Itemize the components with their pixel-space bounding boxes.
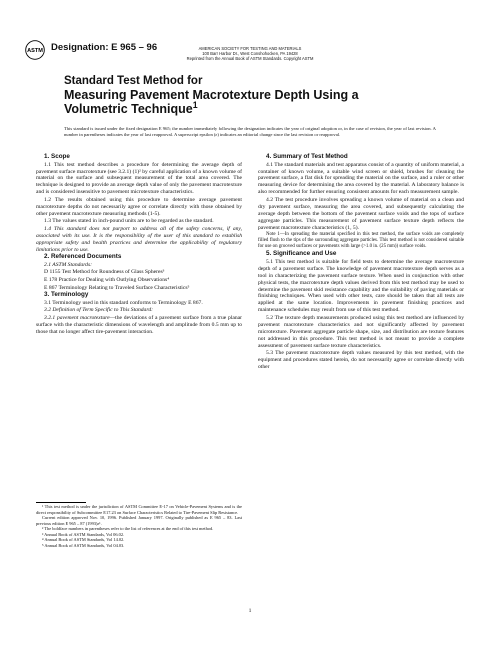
- footnote-divider: [36, 502, 86, 503]
- standard-notice: This standard is issued under the fixed designation E 965; the number immediately following the designation indicates the year of original adoption or, in the case of revision, the year of last revision. A number in parentheses indicates the year of last reapproval. A superscript epsilon (ε) indicates an editorial change since the last revision or reapproval.: [64, 126, 436, 138]
- footnote: ² The boldface numbers in parentheses refer to the list of references at the end of this test method.: [42, 526, 214, 531]
- paragraph: 5.3 The pavement macrotexture depth values measured by this test method, with the equipment and procedures stated herein, do not necessarily agree or correlate directly with other: [258, 350, 464, 371]
- paragraph: 1.3 The values stated in inch-pound units are to be regarded as the standard.: [44, 218, 214, 225]
- footnote: ³ Annual Book of ASTM Standards, Vol 06.02.: [42, 531, 125, 537]
- astm-logo-icon: [25, 40, 45, 60]
- page-number: 1: [248, 608, 252, 614]
- footnote-marker: 1: [192, 99, 198, 110]
- footnote: ⁴ Annual Book of ASTM Standards, Vol 14.02.: [42, 537, 125, 542]
- paragraph: 1.2 The results obtained using this procedure to determine average pavement macrotexture depths do not necessarily agree or correlate directly with those obtained by other pavement macrotexture measuring methods (1-5).: [36, 196, 242, 217]
- reference-item: E 178 Practice for Dealing with Outlying Observations⁴: [44, 276, 170, 283]
- paragraph: 4.1 The standard materials and test apparatus consist of a quantity of uniform material, a container of known volume, a suitable wind screen or shield, brushes for cleaning the pavement surface, a flat disk for spreading the material on the surface, and a ruler or other measuring device for determining the area covered by the material. A laboratory balance is also recommended for further ensuring consistent amounts for each measurement sample.: [258, 161, 464, 196]
- section-heading: 3. Terminology: [44, 291, 89, 299]
- publisher-block: [150, 46, 350, 62]
- footnotes: [36, 504, 242, 548]
- paragraph: 3.2.1 pavement macrotexture—the deviations of a pavement surface from a true planar surface with the characteristic dimensions of wavelength and amplitude from 0.5 mm up to those that no longer affect tire-pavement interaction.: [36, 314, 242, 335]
- svg-text:ASTM: ASTM: [27, 48, 43, 54]
- publisher-line: 100 Barr Harbor Dr., West Conshohocken, PA 19428: [202, 51, 298, 57]
- section-heading: 5. Significance and Use: [266, 250, 337, 258]
- reference-item: E 867 Terminology Relating to Traveled Surface Characteristics⁵: [44, 284, 190, 291]
- title-line-3: Volumetric Technique$^1$: [64, 99, 198, 116]
- reference-item: D 1155 Test Method for Roundness of Glass Spheres³: [44, 269, 165, 276]
- publisher-line: AMERICAN SOCIETY FOR TESTING AND MATERIALS: [198, 46, 302, 51]
- paragraph: 5.1 This test method is suitable for field tests to determine the average macrotexture depth of a pavement surface. The knowledge of pavement macrotexture depth serves as a tool in characterizing the pavement surface texture. When used in conjunction with other physical tests, the macrotexture depth values derived from this test method may be used to determine the pavement skid resistance capability and the suitability of paving materials or finishing techniques. When used with other tests, care should be taken that all tests are applied at the same location. Improvements in pavement finishing practices and maintenance schedules may result from use of this test method.: [258, 258, 464, 314]
- title-line-1: Standard Test Method for: [64, 75, 203, 87]
- designation: Designation: E 965 – 96: [51, 42, 158, 53]
- publisher-line: Reprinted from the Annual Book of ASTM Standards. Copyright ASTM: [186, 56, 314, 62]
- paragraph: 3.2 Definition of Term Specific to This Standard:: [44, 307, 153, 314]
- footnote: ¹ This test method is under the jurisdiction of ASTM Committee E-17 on Vehicle-Pavement Systems and is the direct responsibility of Subcommittee E17.23 on Surface Characteristics Related to Tire-Pavement Slip Resistance.: [36, 504, 242, 515]
- section-heading: 1. Scope: [44, 153, 70, 160]
- left-column: [36, 154, 242, 336]
- paragraph: 1.1 This test method describes a procedure for determining the average depth of pavement surface macrotexture (see 3.2.1) (1)² by careful application of a known volume of material on the surface and subsequent measurement of the total area covered. The technique is designed to provide an average depth value of only the pavement macrotexture and is considered insensitive to pavement microtexture characteristics.: [36, 161, 242, 196]
- right-column: [258, 154, 464, 372]
- title-line-2: Measuring Pavement Macrotexture Depth Using a: [64, 88, 359, 102]
- section-heading: 4. Summary of Test Method: [266, 153, 348, 160]
- paragraph: 1.4 This standard does not purport to address all of the safety concerns, if any, associated with its use. It is the responsibility of the user of this standard to establish appropriate safety and health practices and determine the applicability of regulatory limitations prior to use.: [36, 225, 242, 253]
- note: Note 1—In spreading the material specified in this test method, the surface voids are completely filled flush to the tips of the surrounding aggregate particles. This test method is not considered suitable for use on grooved surfaces or pavements with large (>1.0 in. (25 mm)) surface voids.: [258, 232, 464, 250]
- paragraph: 3.1 Terminology used in this standard conforms to Terminology E 867.: [44, 299, 203, 306]
- footnote: Current edition approved Nov. 10, 1996. Published January 1997. Originally published as E 965 – 83. Last previous edition E 965 – 87 (1993)ε¹.: [36, 515, 242, 526]
- document-title: [64, 75, 394, 116]
- paragraph: 4.2 The test procedure involves spreading a known volume of material on a clean and dry pavement surface, measuring the area covered, and subsequently calculating the average depth between the bottom of the pavement surface voids and the tops of surface aggregate particles. This measurement of pavement surface texture depth reflects the pavement macrotexture characteristics (1, 5).: [258, 196, 464, 231]
- paragraph: 5.2 The texture depth measurements produced using this test method are influenced by pavement macrotexture characteristics and not significantly affected by pavement microtexture. Pavement aggregate particle shape, size, and distribution are texture features not addressed in this procedure. This test method is not meant to provide a complete assessment of pavement surface texture characteristics.: [258, 314, 464, 349]
- section-heading: 2. Referenced Documents: [44, 253, 122, 261]
- footnote: ⁵ Annual Book of ASTM Standards, Vol 04.03.: [42, 542, 125, 548]
- paragraph: 2.1 ASTM Standards:: [44, 261, 93, 268]
